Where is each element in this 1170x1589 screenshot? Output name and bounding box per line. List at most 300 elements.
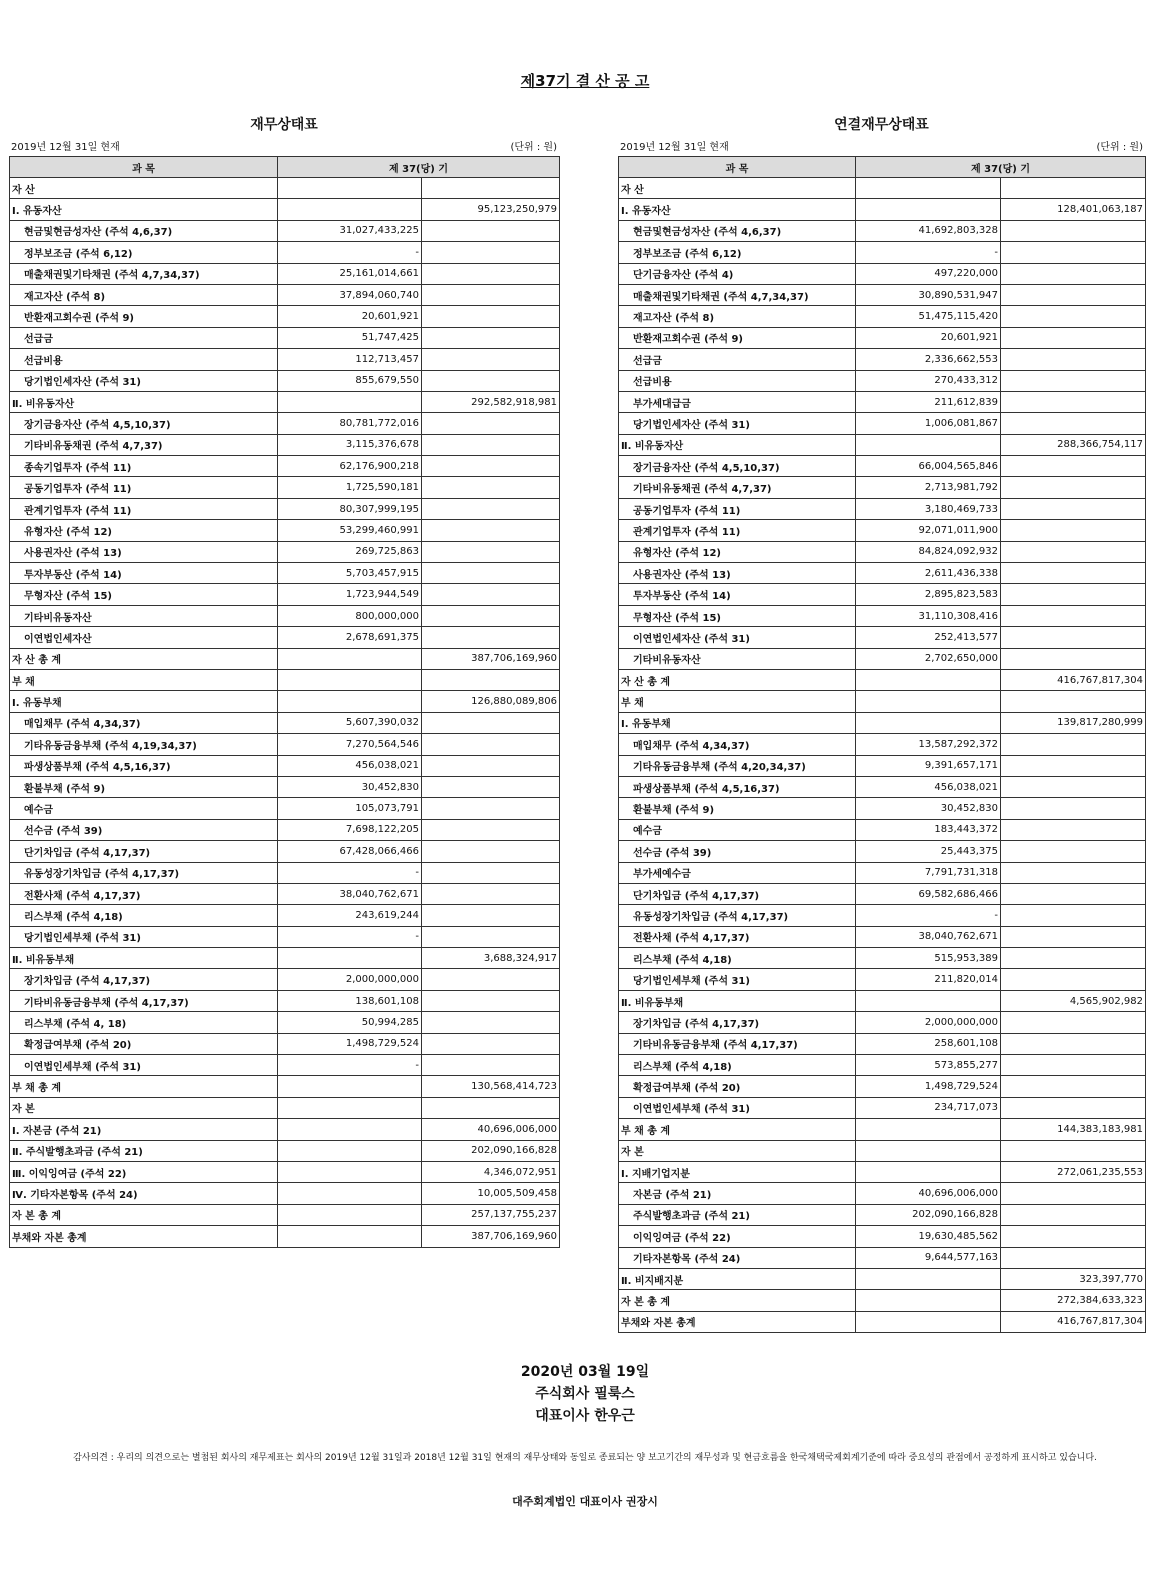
account-label: 단기차입금 (주석 4,17,37) xyxy=(10,841,278,862)
total-amount xyxy=(422,1055,560,1076)
account-label: 기타비유동금융부채 (주석 4,17,37) xyxy=(10,990,278,1011)
table-row xyxy=(619,1140,1146,1161)
sub-amount: 1,498,729,524 xyxy=(278,1033,422,1054)
sub-amount: 1,006,081,867 xyxy=(856,413,1001,434)
account-label: Ⅱ. 주식발행초과금 (주석 21) xyxy=(10,1140,278,1161)
sub-amount: 92,071,011,900 xyxy=(856,520,1001,541)
total-amount xyxy=(1001,1247,1146,1268)
table-row xyxy=(619,413,1146,434)
account-label: 기타비유동자산 xyxy=(619,648,856,669)
account-label: 기타비유동채권 (주석 4,7,37) xyxy=(619,477,856,498)
account-label: 선급금 xyxy=(10,327,278,348)
total-amount: 4,565,902,982 xyxy=(1001,990,1146,1011)
total-amount xyxy=(422,798,560,819)
account-label: 선급비용 xyxy=(10,349,278,370)
sub-amount: 50,994,285 xyxy=(278,1012,422,1033)
table-row xyxy=(619,627,1146,648)
account-label: 이연법인세부채 (주석 31) xyxy=(619,1097,856,1118)
sub-amount: 20,601,921 xyxy=(856,327,1001,348)
sub-amount: 38,040,762,671 xyxy=(856,926,1001,947)
account-label: 이연법인세자산 (주석 31) xyxy=(619,627,856,648)
table-row xyxy=(619,1119,1146,1140)
account-label: 당기법인세부채 (주석 31) xyxy=(619,969,856,990)
account-label: 관계기업투자 (주석 11) xyxy=(10,498,278,519)
account-label: Ⅰ. 유동자산 xyxy=(619,199,856,220)
account-label: 선수금 (주석 39) xyxy=(619,841,856,862)
table-row xyxy=(619,1033,1146,1054)
account-label: 장기차입금 (주석 4,17,37) xyxy=(619,1012,856,1033)
table-row xyxy=(10,1055,560,1076)
total-amount xyxy=(422,776,560,797)
account-label: 이연법인세부채 (주석 31) xyxy=(10,1055,278,1076)
account-label: 환불부채 (주석 9) xyxy=(619,798,856,819)
account-label: 자본금 (주석 21) xyxy=(619,1183,856,1204)
table-row xyxy=(619,1012,1146,1033)
table-row xyxy=(619,584,1146,605)
total-amount xyxy=(1001,862,1146,883)
account-label: 재고자산 (주석 8) xyxy=(10,284,278,305)
sub-amount xyxy=(278,1161,422,1182)
table-row xyxy=(10,1097,560,1118)
sub-amount: 183,443,372 xyxy=(856,819,1001,840)
sub-amount xyxy=(856,1268,1001,1289)
table-row xyxy=(619,1247,1146,1268)
total-amount xyxy=(422,327,560,348)
sub-amount: 456,038,021 xyxy=(856,776,1001,797)
account-label: 리스부채 (주석 4,18) xyxy=(619,1055,856,1076)
table-row xyxy=(619,327,1146,348)
sub-amount: 497,220,000 xyxy=(856,263,1001,284)
balance-sheet-table xyxy=(9,156,560,1248)
total-amount xyxy=(1001,263,1146,284)
sub-amount: 5,607,390,032 xyxy=(278,712,422,733)
total-amount xyxy=(1001,520,1146,541)
sub-amount: 1,498,729,524 xyxy=(856,1076,1001,1097)
table-row xyxy=(619,755,1146,776)
sub-amount: 2,336,662,553 xyxy=(856,349,1001,370)
account-label: Ⅰ. 자본금 (주석 21) xyxy=(10,1119,278,1140)
account-label: Ⅱ. 비지배지분 xyxy=(619,1268,856,1289)
account-label: 주식발행초과금 (주석 21) xyxy=(619,1204,856,1225)
total-amount xyxy=(1001,798,1146,819)
table-row xyxy=(10,520,560,541)
sub-amount: 2,678,691,375 xyxy=(278,627,422,648)
total-amount: 387,706,169,960 xyxy=(422,648,560,669)
account-label: 기타유동금융부채 (주석 4,19,34,37) xyxy=(10,734,278,755)
table-row xyxy=(10,434,560,455)
account-label: 사용권자산 (주석 13) xyxy=(619,563,856,584)
sub-amount xyxy=(278,691,422,712)
table-row xyxy=(619,1268,1146,1289)
table-row xyxy=(10,456,560,477)
table-row xyxy=(10,1012,560,1033)
account-label: 리스부채 (주석 4,18) xyxy=(619,948,856,969)
account-label: 파생상품부채 (주석 4,5,16,37) xyxy=(619,776,856,797)
total-amount: 288,366,754,117 xyxy=(1001,434,1146,455)
total-amount: 139,817,280,999 xyxy=(1001,712,1146,733)
account-label: 정부보조금 (주석 6,12) xyxy=(619,242,856,263)
sub-amount: 456,038,021 xyxy=(278,755,422,776)
total-amount xyxy=(1001,1097,1146,1118)
unit-label: (단위 : 원) xyxy=(510,142,557,153)
header-period: 제 37(당) 기 xyxy=(856,157,1146,178)
account-label: 단기금융자산 (주석 4) xyxy=(619,263,856,284)
total-amount xyxy=(422,434,560,455)
sub-amount xyxy=(278,391,422,412)
total-amount xyxy=(422,541,560,562)
table-row xyxy=(10,841,560,862)
table-row xyxy=(619,734,1146,755)
total-amount: 272,061,235,553 xyxy=(1001,1161,1146,1182)
table-row xyxy=(10,712,560,733)
table-row xyxy=(619,434,1146,455)
total-amount xyxy=(1001,327,1146,348)
table-row xyxy=(619,456,1146,477)
account-label: 부채와 자본 총계 xyxy=(619,1311,856,1332)
total-amount: 40,696,006,000 xyxy=(422,1119,560,1140)
total-amount xyxy=(1001,1140,1146,1161)
table-row xyxy=(619,712,1146,733)
unit-label: (단위 : 원) xyxy=(1096,142,1143,153)
total-amount: 416,767,817,304 xyxy=(1001,1311,1146,1332)
sub-amount: 51,475,115,420 xyxy=(856,306,1001,327)
sub-amount: 258,601,108 xyxy=(856,1033,1001,1054)
sub-amount: - xyxy=(278,926,422,947)
total-amount xyxy=(1001,841,1146,862)
total-amount xyxy=(422,220,560,241)
total-amount xyxy=(422,1033,560,1054)
account-label: 자 본 xyxy=(10,1097,278,1118)
sub-amount xyxy=(278,1119,422,1140)
table-row xyxy=(619,1161,1146,1182)
total-amount xyxy=(422,990,560,1011)
consolidated-balance-sheet-table xyxy=(618,156,1146,1333)
sub-amount xyxy=(278,1140,422,1161)
table-header-row xyxy=(619,157,1146,178)
total-amount xyxy=(422,905,560,926)
table-row xyxy=(619,669,1146,690)
table-row xyxy=(619,883,1146,904)
account-label: 부 채 총 계 xyxy=(619,1119,856,1140)
sub-amount xyxy=(278,1204,422,1225)
sub-amount xyxy=(278,199,422,220)
total-amount xyxy=(1001,627,1146,648)
account-label: 관계기업투자 (주석 11) xyxy=(619,520,856,541)
table-row xyxy=(10,1119,560,1140)
table-row xyxy=(619,498,1146,519)
table-row xyxy=(10,306,560,327)
table-row xyxy=(10,284,560,305)
table-row xyxy=(10,691,560,712)
sub-amount: - xyxy=(278,1055,422,1076)
account-label: 자 산 총 계 xyxy=(10,648,278,669)
table-row xyxy=(10,648,560,669)
total-amount: 272,384,633,323 xyxy=(1001,1290,1146,1311)
sub-amount: 9,391,657,171 xyxy=(856,755,1001,776)
sub-amount: 53,299,460,991 xyxy=(278,520,422,541)
total-amount xyxy=(1001,1226,1146,1247)
sub-amount xyxy=(856,1290,1001,1311)
sub-amount: - xyxy=(856,905,1001,926)
table-row xyxy=(619,819,1146,840)
account-label: 선급비용 xyxy=(619,370,856,391)
sub-amount: 37,894,060,740 xyxy=(278,284,422,305)
company-name: 주식회사 필룩스 xyxy=(535,1386,635,1402)
total-amount: 144,383,183,981 xyxy=(1001,1119,1146,1140)
account-label: 반환재고회수권 (주석 9) xyxy=(619,327,856,348)
total-amount xyxy=(422,605,560,626)
table-row xyxy=(10,990,560,1011)
sub-amount xyxy=(856,712,1001,733)
total-amount xyxy=(1001,883,1146,904)
table-row xyxy=(10,391,560,412)
total-amount xyxy=(422,969,560,990)
sub-amount xyxy=(856,1140,1001,1161)
total-amount xyxy=(1001,605,1146,626)
table-body xyxy=(619,178,1146,1333)
sub-amount: 573,855,277 xyxy=(856,1055,1001,1076)
sub-amount xyxy=(856,1161,1001,1182)
table-row xyxy=(619,990,1146,1011)
total-amount: 4,346,072,951 xyxy=(422,1161,560,1182)
table-row xyxy=(619,605,1146,626)
sub-amount: 252,413,577 xyxy=(856,627,1001,648)
total-amount xyxy=(1001,349,1146,370)
account-label: Ⅰ. 유동자산 xyxy=(10,199,278,220)
table-row xyxy=(619,1055,1146,1076)
table-row xyxy=(10,263,560,284)
total-amount xyxy=(422,520,560,541)
table-row xyxy=(619,1226,1146,1247)
sub-amount: 112,713,457 xyxy=(278,349,422,370)
total-amount: 3,688,324,917 xyxy=(422,948,560,969)
total-amount xyxy=(1001,734,1146,755)
page-title: 제37기 결 산 공 고 xyxy=(520,72,650,90)
account-label: 부가세예수금 xyxy=(619,862,856,883)
sub-amount xyxy=(278,669,422,690)
account-label: 부가세대급금 xyxy=(619,391,856,412)
account-label: 유동성장기차입금 (주석 4,17,37) xyxy=(619,905,856,926)
table-row xyxy=(619,220,1146,241)
account-label: 부 채 xyxy=(10,669,278,690)
table-row xyxy=(619,1076,1146,1097)
sub-amount xyxy=(278,1226,422,1247)
sub-amount: 269,725,863 xyxy=(278,541,422,562)
sub-amount: 234,717,073 xyxy=(856,1097,1001,1118)
account-label: 유형자산 (주석 12) xyxy=(10,520,278,541)
account-label: 환불부채 (주석 9) xyxy=(10,776,278,797)
total-amount xyxy=(422,178,560,199)
section-meta xyxy=(618,136,1145,156)
account-label: 이익잉여금 (주석 22) xyxy=(619,1226,856,1247)
account-label: 이연법인세자산 xyxy=(10,627,278,648)
sub-amount: 41,692,803,328 xyxy=(856,220,1001,241)
balance-sheet-section xyxy=(9,114,559,1248)
total-amount xyxy=(1001,178,1146,199)
table-row xyxy=(619,370,1146,391)
sub-amount: 202,090,166,828 xyxy=(856,1204,1001,1225)
total-amount xyxy=(1001,541,1146,562)
table-row xyxy=(619,926,1146,947)
table-row xyxy=(619,1290,1146,1311)
sub-amount xyxy=(278,1097,422,1118)
header-account: 과 목 xyxy=(619,157,856,178)
account-label: 당기법인세부채 (주석 31) xyxy=(10,926,278,947)
total-amount xyxy=(422,862,560,883)
sub-amount: 31,027,433,225 xyxy=(278,220,422,241)
sub-amount: 40,696,006,000 xyxy=(856,1183,1001,1204)
total-amount xyxy=(422,242,560,263)
table-row xyxy=(10,755,560,776)
total-amount xyxy=(422,734,560,755)
account-label: 매출채권및기타채권 (주석 4,7,34,37) xyxy=(10,263,278,284)
account-label: 당기법인세자산 (주석 31) xyxy=(10,370,278,391)
table-row xyxy=(619,1097,1146,1118)
account-label: 확정급여부채 (주석 20) xyxy=(10,1033,278,1054)
total-amount xyxy=(422,755,560,776)
account-label: 무형자산 (주석 15) xyxy=(619,605,856,626)
sub-amount: 80,307,999,195 xyxy=(278,498,422,519)
sub-amount: 105,073,791 xyxy=(278,798,422,819)
total-amount xyxy=(422,926,560,947)
table-row xyxy=(10,669,560,690)
table-row xyxy=(10,1076,560,1097)
sub-amount: 5,703,457,915 xyxy=(278,563,422,584)
table-row xyxy=(10,627,560,648)
account-label: 기타비유동자산 xyxy=(10,605,278,626)
total-amount xyxy=(422,306,560,327)
table-row xyxy=(619,841,1146,862)
total-amount xyxy=(1001,563,1146,584)
account-label: 기타비유동금융부채 (주석 4,17,37) xyxy=(619,1033,856,1054)
total-amount xyxy=(422,284,560,305)
table-row xyxy=(10,883,560,904)
total-amount xyxy=(1001,370,1146,391)
account-label: 자 본 총 계 xyxy=(10,1204,278,1225)
table-row xyxy=(619,1183,1146,1204)
total-amount xyxy=(1001,456,1146,477)
sub-amount xyxy=(278,948,422,969)
total-amount xyxy=(1001,1012,1146,1033)
total-amount: 95,123,250,979 xyxy=(422,199,560,220)
sub-amount: 1,725,590,181 xyxy=(278,477,422,498)
sub-amount: 30,452,830 xyxy=(856,798,1001,819)
total-amount xyxy=(1001,905,1146,926)
total-amount xyxy=(1001,776,1146,797)
ceo-name: 대표이사 한우근 xyxy=(535,1408,635,1424)
total-amount xyxy=(1001,1204,1146,1225)
sub-amount: 243,619,244 xyxy=(278,905,422,926)
sub-amount: 51,747,425 xyxy=(278,327,422,348)
account-label: Ⅱ. 비유동부채 xyxy=(10,948,278,969)
account-label: Ⅰ. 유동부채 xyxy=(619,712,856,733)
total-amount xyxy=(1001,284,1146,305)
table-row xyxy=(619,1204,1146,1225)
account-label: 종속기업투자 (주석 11) xyxy=(10,456,278,477)
total-amount xyxy=(422,477,560,498)
sub-amount: 211,820,014 xyxy=(856,969,1001,990)
total-amount xyxy=(422,413,560,434)
account-label: 예수금 xyxy=(10,798,278,819)
header-account: 과 목 xyxy=(10,157,278,178)
table-row xyxy=(10,584,560,605)
sub-amount: 31,110,308,416 xyxy=(856,605,1001,626)
total-amount xyxy=(422,669,560,690)
table-row xyxy=(10,734,560,755)
total-amount xyxy=(422,1097,560,1118)
table-row xyxy=(10,370,560,391)
account-label: 공동기업투자 (주석 11) xyxy=(619,498,856,519)
report-date: 2019년 12월 31일 현재 xyxy=(620,142,729,153)
account-label: 장기금융자산 (주석 4,5,10,37) xyxy=(619,456,856,477)
sub-amount: - xyxy=(856,242,1001,263)
sub-amount: 30,890,531,947 xyxy=(856,284,1001,305)
total-amount xyxy=(1001,755,1146,776)
account-label: 매입채무 (주석 4,34,37) xyxy=(10,712,278,733)
table-row xyxy=(619,969,1146,990)
account-label: 파생상품부채 (주석 4,5,16,37) xyxy=(10,755,278,776)
total-amount xyxy=(422,627,560,648)
table-row xyxy=(10,1161,560,1182)
sub-amount xyxy=(278,178,422,199)
sub-amount: 2,000,000,000 xyxy=(278,969,422,990)
table-row xyxy=(619,263,1146,284)
total-amount xyxy=(1001,242,1146,263)
account-label: Ⅱ. 비유동자산 xyxy=(10,391,278,412)
sub-amount: 80,781,772,016 xyxy=(278,413,422,434)
account-label: 공동기업투자 (주석 11) xyxy=(10,477,278,498)
total-amount: 128,401,063,187 xyxy=(1001,199,1146,220)
sub-amount: 2,713,981,792 xyxy=(856,477,1001,498)
sub-amount xyxy=(856,434,1001,455)
sub-amount: 19,630,485,562 xyxy=(856,1226,1001,1247)
table-row xyxy=(619,905,1146,926)
total-amount xyxy=(422,349,560,370)
section-title: 재무상태표 xyxy=(250,117,318,133)
sub-amount: 3,115,376,678 xyxy=(278,434,422,455)
table-row xyxy=(10,327,560,348)
total-amount xyxy=(1001,220,1146,241)
total-amount xyxy=(1001,498,1146,519)
account-label: 부채와 자본 총계 xyxy=(10,1226,278,1247)
total-amount xyxy=(1001,969,1146,990)
header-period: 제 37(당) 기 xyxy=(278,157,560,178)
total-amount xyxy=(1001,691,1146,712)
announcement-date: 2020년 03월 19일 xyxy=(520,1364,650,1380)
total-amount xyxy=(1001,477,1146,498)
account-label: 자 산 총 계 xyxy=(619,669,856,690)
total-amount xyxy=(422,263,560,284)
account-label: Ⅱ. 비유동자산 xyxy=(619,434,856,455)
sub-amount: 1,723,944,549 xyxy=(278,584,422,605)
sub-amount: 25,161,014,661 xyxy=(278,263,422,284)
account-label: Ⅰ. 지배기업지분 xyxy=(619,1161,856,1182)
total-amount: 323,397,770 xyxy=(1001,1268,1146,1289)
table-row xyxy=(10,776,560,797)
account-label: 예수금 xyxy=(619,819,856,840)
sub-amount: 800,000,000 xyxy=(278,605,422,626)
total-amount xyxy=(1001,1033,1146,1054)
account-label: 전환사채 (주석 4,17,37) xyxy=(619,926,856,947)
account-label: 장기금융자산 (주석 4,5,10,37) xyxy=(10,413,278,434)
account-label: 리스부채 (주석 4, 18) xyxy=(10,1012,278,1033)
table-row xyxy=(10,1204,560,1225)
signature-block xyxy=(0,1361,1170,1427)
total-amount xyxy=(422,498,560,519)
sub-amount: 66,004,565,846 xyxy=(856,456,1001,477)
sub-amount: 13,587,292,372 xyxy=(856,734,1001,755)
sub-amount xyxy=(856,1311,1001,1332)
